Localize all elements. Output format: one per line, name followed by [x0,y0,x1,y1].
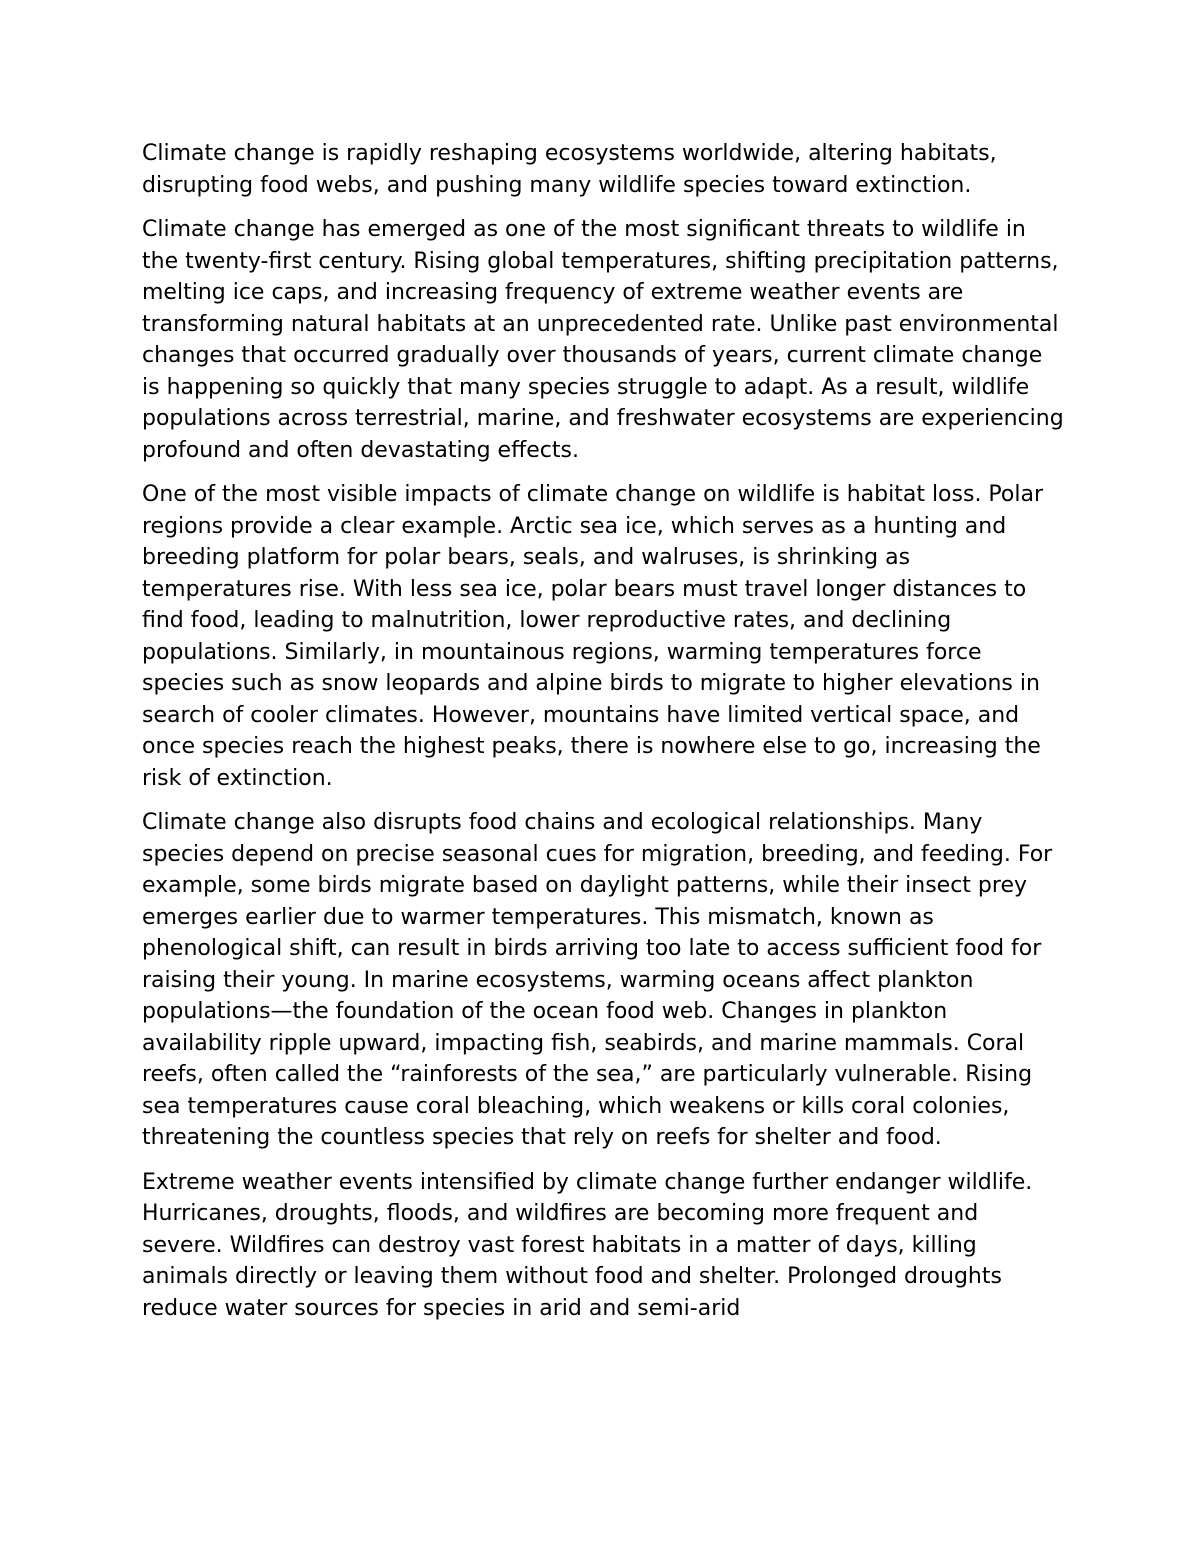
paragraph-food-chains: Climate change also disrupts food chains and ecological relationships. Many species depend on precise seasonal cues for migration, breeding, and feeding. For example, some birds migrate based on daylight patterns, while their insect prey emerges earlier due to warmer temperatures. This mismatch, known as phenological shift, can result in birds arriving too late to access sufficient food for raising their young. In marine ecosystems, warming oceans affect plankton populations—the foundation of the ocean food web. Changes in plankton availability ripple upward, impacting fish, seabirds, and marine mammals. Coral reefs, often called the “rainforests of the sea,” are particularly vulnerable. Rising sea temperatures cause coral bleaching, which weakens or kills coral colonies, threatening the countless species that rely on reefs for shelter and food. [142,810,1053,1150]
paragraph-intro: Climate change is rapidly reshaping ecosystems worldwide, altering habitats, disrupting food webs, and pushing many wildlife species toward extinction. [142,141,997,198]
paragraph-threat-overview: Climate change has emerged as one of the most significant threats to wildlife in the twenty-first century. Rising global temperatures, shifting precipitation patterns, melting ice caps, and increasing frequency of extreme weather events are transforming natural habitats at an unprecedented rate. Unlike past environmental changes that occurred gradually over thousands of years, current climate change is happening so quickly that many species struggle to adapt. As a result, wildlife populations across terrestrial, marine, and freshwater ecosystems are experiencing profound and often devastating effects. [142,217,1064,463]
paragraph-extreme-weather: Extreme weather events intensified by climate change further endanger wildlife. Hurricanes, droughts, floods, and wildfires are becoming more frequent and severe. Wildfires can destroy vast forest habitats in a matter of days, killing animals directly or leaving them without food and shelter. Prolonged droughts reduce water sources for species in arid and semi-arid [142,1169,1033,1321]
document-body [142,138,1064,1337]
paragraph-habitat-loss: One of the most visible impacts of climate change on wildlife is habitat loss. Polar regions provide a clear example. Arctic sea ice, which serves as a hunting and breeding platform for polar bears, seals, and walruses, is shrinking as temperatures rise. With less sea ice, polar bears must travel longer distances to find food, leading to malnutrition, lower reproductive rates, and declining populations. Similarly, in mountainous regions, warming temperatures force species such as snow leopards and alpine birds to migrate to higher elevations in search of cooler climates. However, mountains have limited vertical space, and once species reach the highest peaks, there is nowhere else to go, increasing the risk of extinction. [142,482,1044,791]
